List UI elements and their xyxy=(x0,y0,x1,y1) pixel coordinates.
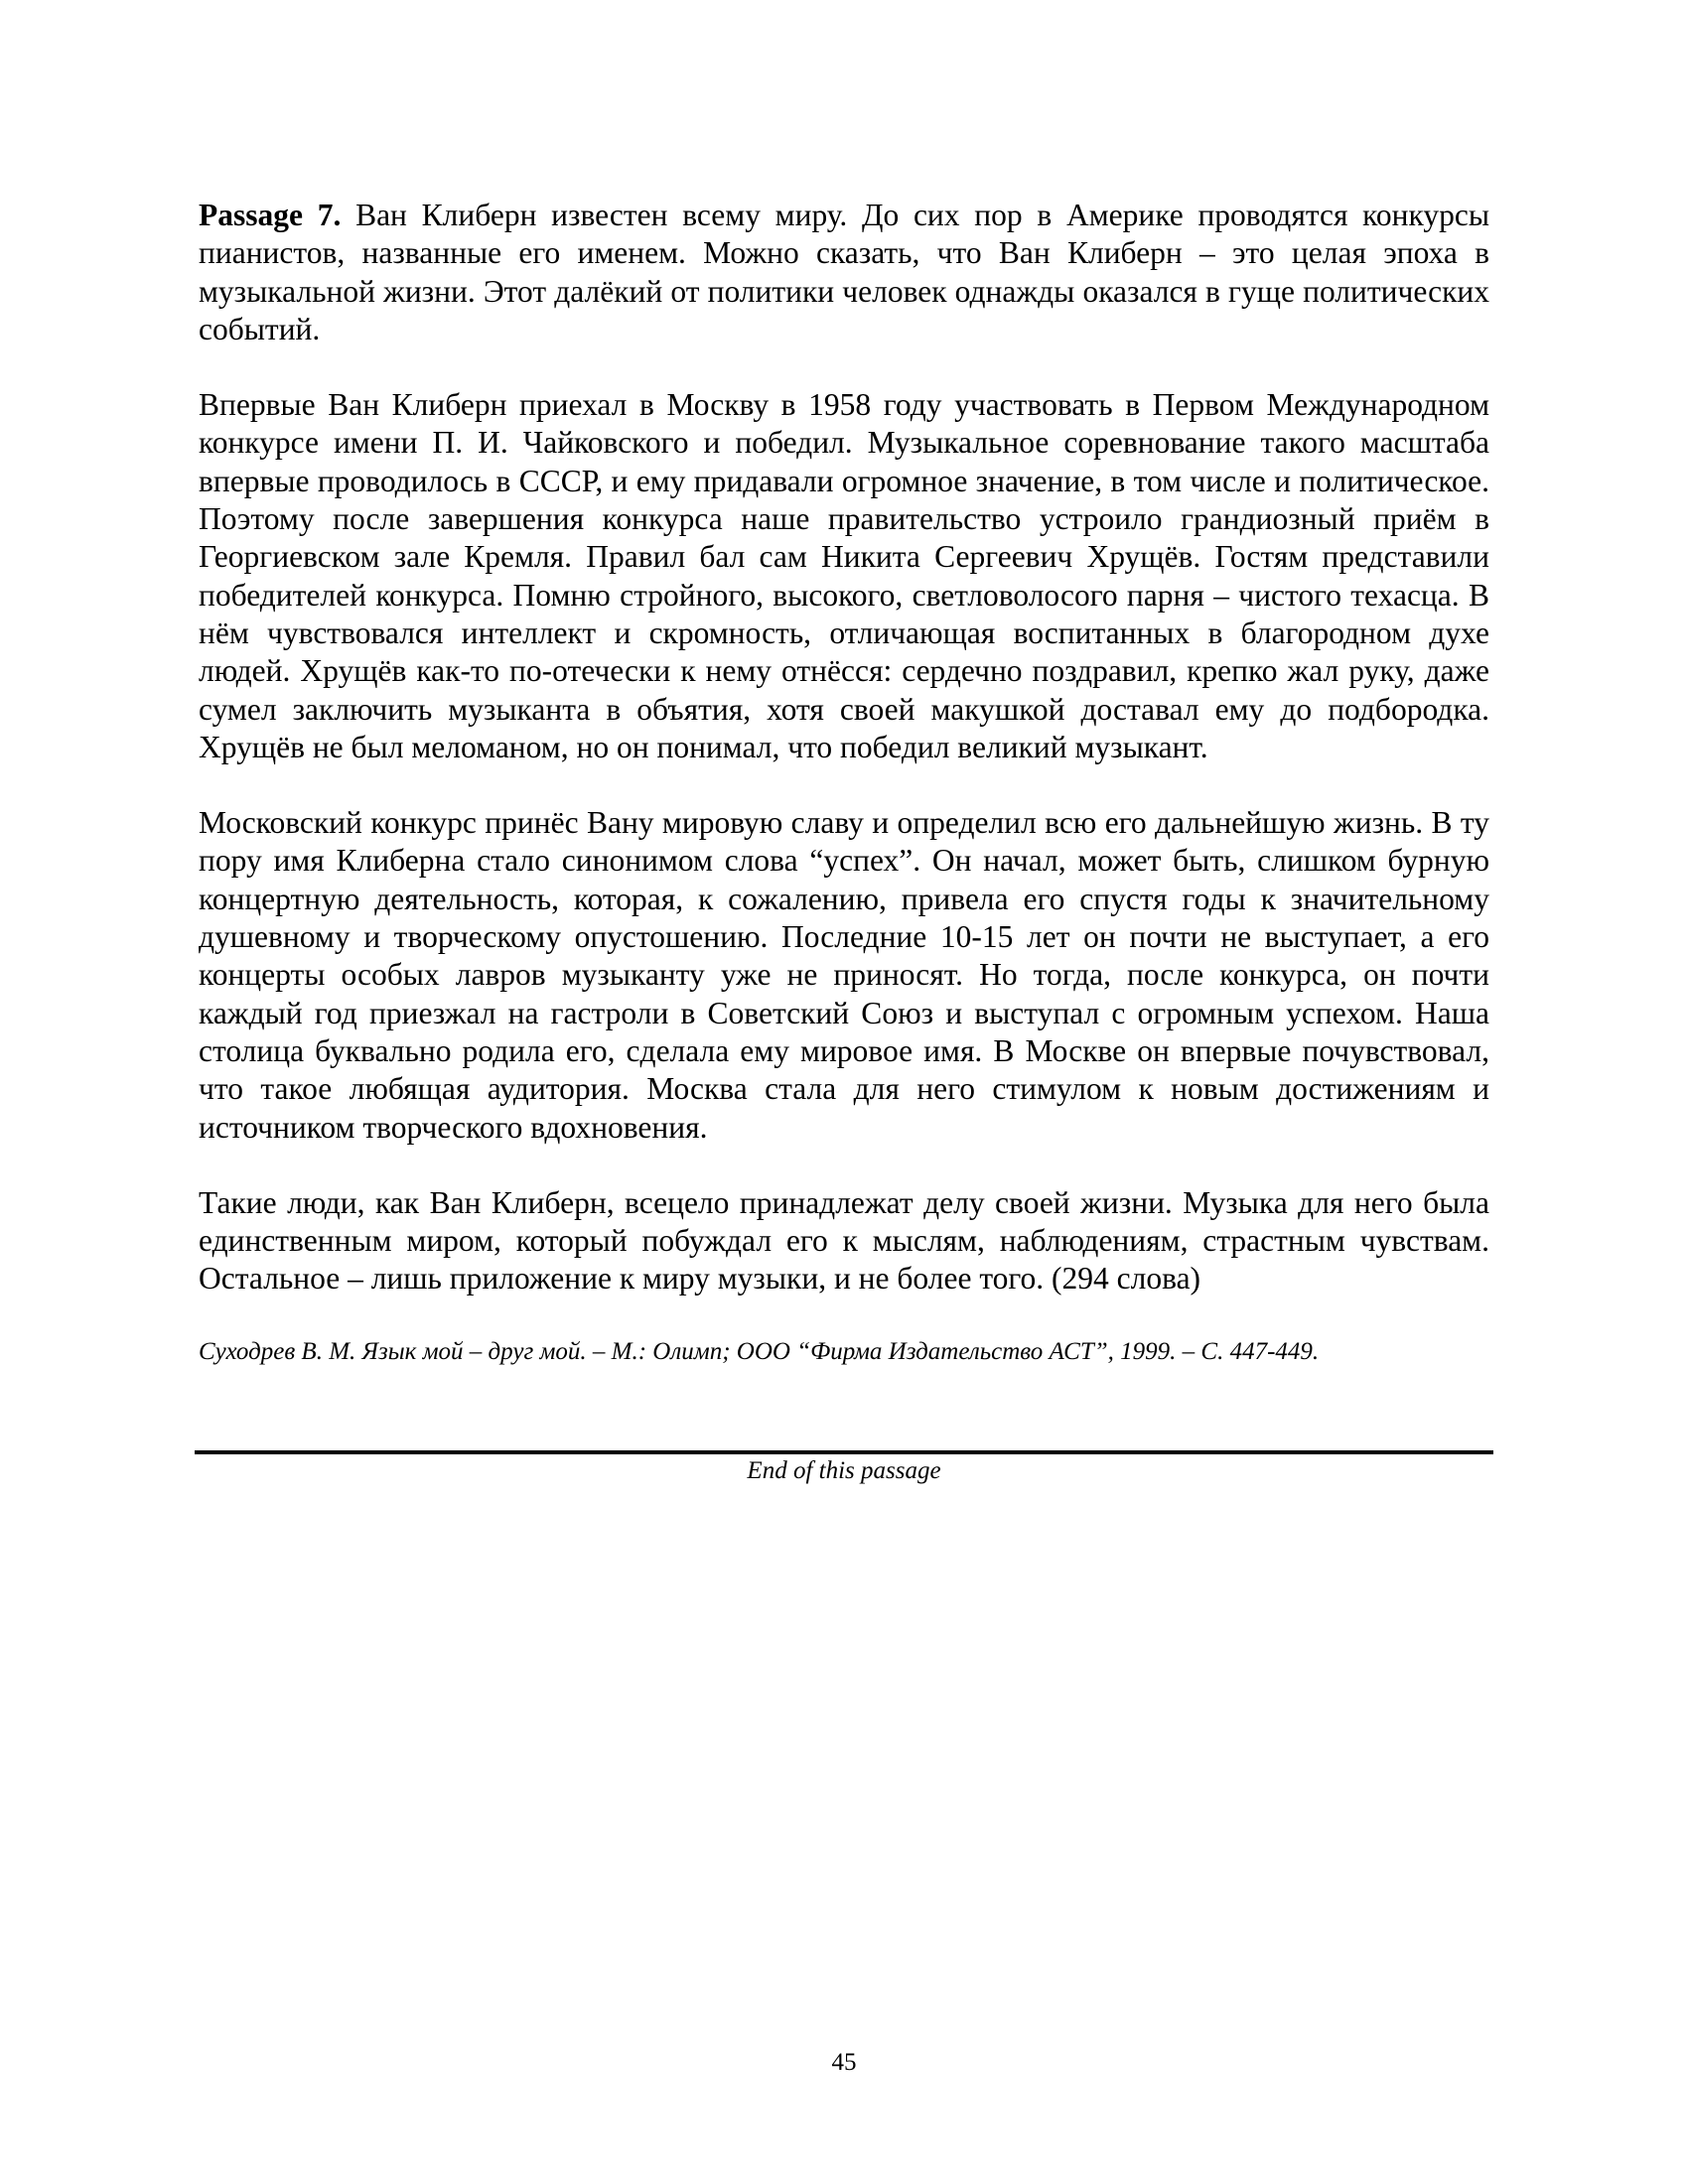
end-of-passage-note: End of this passage xyxy=(747,1457,941,1484)
citation: Суходрев В. М. Язык мой – друг мой. – М.: Олимп; ООО “Фирма Издательство АСТ”, 1999. – С. 447-449. xyxy=(199,1337,1320,1365)
paragraph-2: Впервые Ван Клиберн приехал в Москву в 1958 году участвовать в Первом Международном конкурсе имени П. И. Чайковского и победил. Музыкальное соревнование такого масштаба впервые проводилось в СССР, и ему придавали огромное значение, в том числе и политическое. Поэтому после завершения конкурса наше правительство устроило грандиозный приём в Георгиевском зале Кремля. Правил бал сам Никита Сергеевич Хрущёв. Гостям представили победителей конкурса. Помню стройного, высокого, светловолосого парня – чистого техасца. В нём чувствовался интеллект и скромность, отличающая воспитанных в благородном духе людей. Хрущёв как-то по-отечески к нему отнёсся: сердечно поздравил, крепко жал руку, даже сумел заключить музыканта в объятия, хотя своей макушкой доставал ему до подбородка. Хрущёв не был меломаном, но он понимал, что победил великий музыкант. xyxy=(199,387,1489,764)
paragraph-1 xyxy=(199,197,1489,348)
passage-body xyxy=(199,197,1489,1368)
paragraph-1-text: Ван Клиберн известен всему миру. До сих пор в Америке проводятся конкурсы пианистов, названные его именем. Можно сказать, что Ван Клиберн – это целая эпоха в музыкальной жизни. Этот далёкий от политики человек однажды оказался в гуще политических событий. xyxy=(199,198,1489,346)
paragraph-3: Московский конкурс принёс Вану мировую славу и определил всю его дальнейшую жизнь. В ту пору имя Клиберна стало синонимом слова “успех”. Он начал, может быть, слишком бурную концертную деятельность, которая, к сожалению, привела его спустя годы к значительному душевному и творческому опустошению. Последние 10-15 лет он почти не выступает, а его концерты особых лавров музыканту уже не приносят. Но тогда, после конкурса, он почти каждый год приезжал на гастроли в Советский Союз и выступал с огромным успехом. Наша столица буквально родила его, сделала ему мировое имя. В Москве он впервые почувствовал, что такое любящая аудитория. Москва стала для него стимулом к новым достижениям и источником творческого вдохновения. xyxy=(199,805,1489,1145)
divider-line xyxy=(195,1450,1493,1454)
paragraph-4: Такие люди, как Ван Клиберн, всецело принадлежат делу своей жизни. Музыка для него была единственным миром, который побуждал его к мыслям, наблюдениям, страстным чувствам. Остальное – лишь приложение к миру музыки, и не более того. (294 слова) xyxy=(199,1184,1489,1297)
passage-label: Passage 7. xyxy=(199,198,342,232)
page-number: 45 xyxy=(831,2049,857,2076)
